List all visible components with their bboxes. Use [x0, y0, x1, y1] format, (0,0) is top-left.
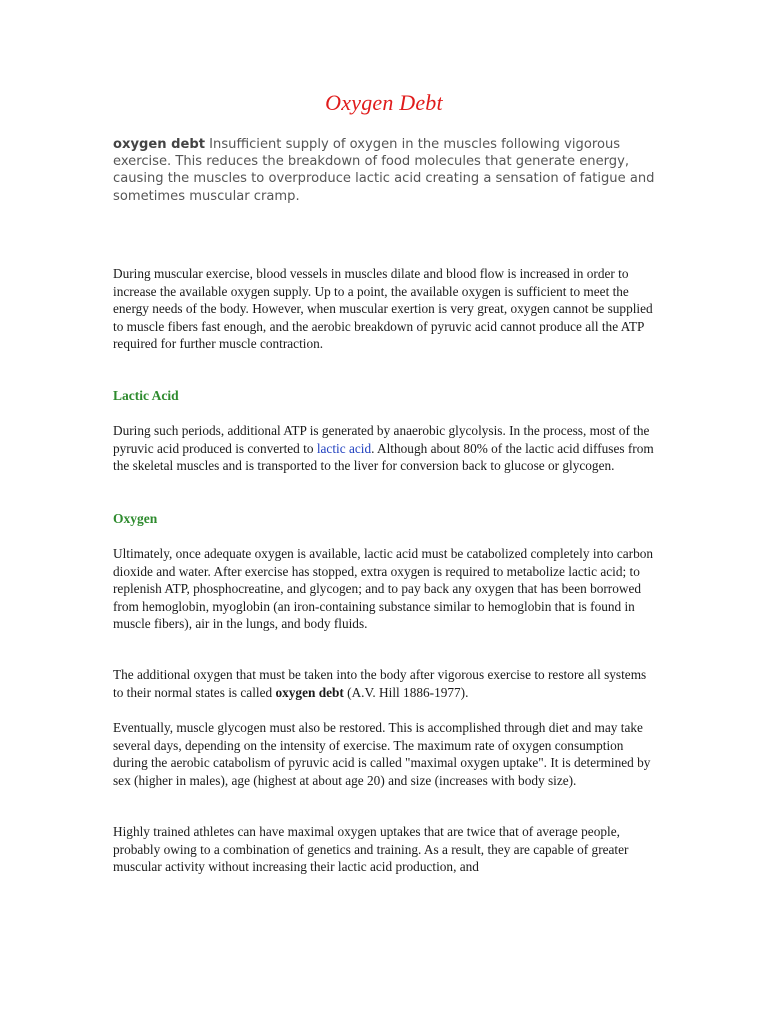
oxygen-paragraph-2: [113, 666, 658, 701]
oxygen-paragraph-3: Eventually, muscle glycogen must also be restored. This is accomplished through diet and may take several days, depending on the intensity of exercise. The maximum rate of oxygen consumption during the aerobic catabolism of pyruvic acid is called "maximal oxygen uptake". It is determined by sex (higher in males), age (highest at about age 20) and size (increases with body size).: [113, 720, 651, 788]
oxygen-debt-text-before: The additional oxygen that must be taken into the body after vigorous exercise to restore all systems to their normal states is called: [113, 667, 647, 700]
lactic-acid-link[interactable]: lactic acid: [316, 440, 372, 456]
oxygen-debt-text-after: (A.V. Hill 1886-1977).: [343, 684, 469, 700]
intro-paragraph: During muscular exercise, blood vessels in muscles dilate and blood flow is increased in order to increase the available oxygen supply. Up to a point, the available oxygen is sufficient to meet the energy needs of the body. However, when muscular exertion is very great, oxygen cannot be supplied to muscle fibers fast enough, and the aerobic breakdown of pyruvic acid cannot produce all the ATP required for further muscle contraction.: [113, 266, 653, 352]
section-heading-lactic-acid: Lactic Acid: [113, 388, 179, 403]
definition-term: oxygen debt: [113, 137, 205, 152]
section-heading-oxygen: Oxygen: [113, 511, 158, 526]
definition-text: Insufficient supply of oxygen in the muscles following vigorous exercise. This reduces the breakdown of food molecules that generate energy, causing the muscles to overproduce lactic acid creating a sensation of fatigue and sometimes muscular cramp.: [113, 137, 655, 204]
lactic-text-after: . Although about 80% of the lactic acid diffuses from the skeletal muscles and is transported to the liver for conversion back to glucose or glycogen.: [113, 440, 654, 474]
lactic-text-before: During such periods, additional ATP is generated by anaerobic glycolysis. In the process, most of the pyruvic acid produced is converted to: [113, 423, 650, 456]
definition-paragraph: [113, 136, 658, 205]
oxygen-paragraph-4: Highly trained athletes can have maximal oxygen uptakes that are twice that of average people, probably owing to a combination of genetics and training. As a result, they are capable of greater muscular activity without increasing their lactic acid production, and: [113, 824, 629, 875]
oxygen-debt-term: oxygen debt: [275, 684, 344, 700]
oxygen-paragraph-1: Ultimately, once adequate oxygen is available, lactic acid must be catabolized completely into carbon dioxide and water. After exercise has stopped, extra oxygen is required to metabolize lactic acid; to replenish ATP, phosphocreatine, and glycogen; and to pay back any oxygen that has been borrowed from hemoglobin, myoglobin (an iron-containing substance similar to hemoglobin that is found in muscle fibers), air in the lungs, and body fluids.: [113, 546, 654, 632]
lactic-acid-paragraph: [113, 422, 658, 475]
page-title: Oxygen Debt: [325, 90, 443, 115]
